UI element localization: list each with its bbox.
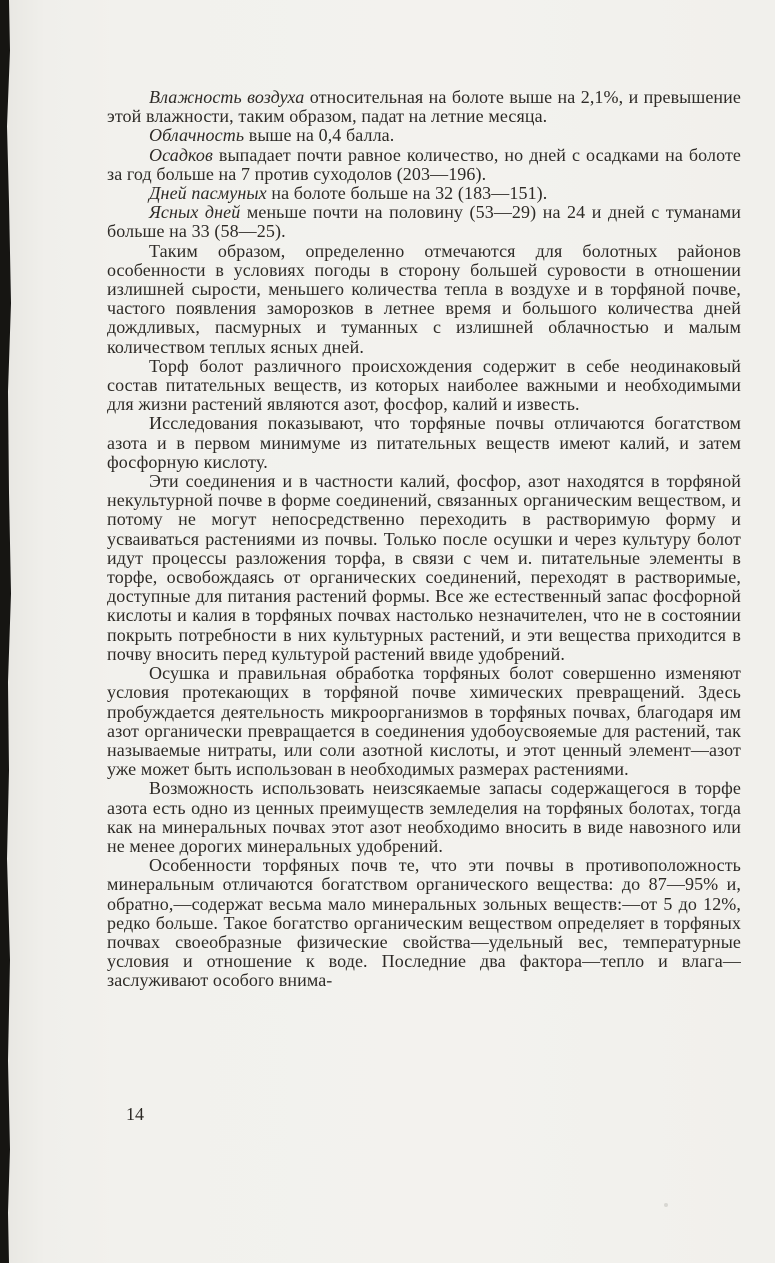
paragraph-text: меньше почти на половину (53—29) на 24 и дней с туманами больше на 33 (58—25). — [107, 202, 741, 242]
paragraph-lead: Облачность — [149, 125, 245, 146]
paragraph-text: выше на 0,4 балла. — [244, 125, 395, 146]
paragraph — [107, 184, 741, 203]
paragraph — [107, 146, 741, 184]
paragraph — [107, 126, 741, 145]
paragraph-text: Возможность использовать неизсякаемые запасы содержащегося в торфе азота есть одно из ценных преимуществ земледелия на торфяных болотах, тогда как на минеральных почвах этот азот необходимо вносить в виде навозного или не менее дорогих минеральных удобрений. — [107, 778, 741, 856]
paragraph-lead: Ясных дней — [149, 202, 241, 223]
scan-black-edge — [0, 0, 14, 1263]
scan-speck — [664, 1203, 668, 1207]
paragraph — [107, 664, 741, 779]
paragraph-lead: Осадков — [149, 144, 213, 165]
paragraph-text: Исследования показывают, что торфяные почвы отличаются богатством азота и в первом минимуме из питательных веществ имеют калий, и затем фосфорную кислоту. — [107, 413, 741, 472]
paragraph-text: Таким образом, определенно отмечаются для болотных районов особенности в условиях погоды в сторону большей суровости в отношении излишней сырости, меньшего количества тепла в воздухе и в торфяной почве, частого появления заморозков в летнее время и большого количества дней дождливых, пасмурных и туманных с излишней облачностью и малым количеством теплых ясных дней. — [107, 240, 741, 357]
paragraph — [107, 203, 741, 241]
paragraph-lead: Влажность воздуха — [149, 87, 305, 107]
paragraph-text: относительная на болоте выше на 2,1%, и превышение этой влажности, таким образом, падат на летние месяца. — [107, 87, 741, 127]
paragraph — [107, 856, 741, 990]
paragraph-text: Торф болот различного происхождения содержит в себе неодинаковый состав питательных веществ, из которых наиболее важными и необходимыми для жизни растений являются азот, фосфор, калий и известь. — [107, 355, 741, 415]
paragraph — [107, 414, 741, 472]
paragraph — [107, 779, 741, 856]
paragraph-text: Эти соединения и в частности калий, фосфор, азот находятся в торфяной некультурной почве в форме соединений, связанных органическим веществом, и потому не могут непосредственно переходить в растворимую форму и усваиваться растениями из почвы. Только после осушки и через культуру болот идут процессы разложения торфа, в связи с чем и. питательные элементы в торфе, освобождаясь от органических соединений, переходят в растворимые, доступные для питания растений формы. Все же естественный запас фосфорной кислоты и калия в торфяных почвах настолько незначителен, что не в состоянии покрыть потребности в них культурных растений, и эти вещества приходится в почву вносить перед культурой растений ввиде удобрений. — [107, 471, 741, 664]
paragraph-text: выпадает почти равное количество, но дней с осадками на болоте за год больше на 7 против суходолов (203—196). — [107, 144, 741, 184]
page-number: 14 — [126, 1104, 144, 1124]
paragraph — [107, 88, 741, 126]
paragraph — [107, 242, 741, 357]
page-text — [107, 88, 741, 991]
paragraph-text: Осушка и правильная обработка торфяных болот совершенно изменяют условия протекающих в торфяной почве химических превращений. Здесь пробуждается деятельность микроорганизмов в торфяных почвах, благодаря им азот органически превращается в соединения удобоусвояемые для растений, так называемые нитраты, или соли азотной кислоты, и этот ценный элемент—азот уже может быть использован в необходимых размерах растениями. — [107, 663, 741, 780]
paragraph — [107, 472, 741, 664]
paragraph-lead: Дней пасмуных — [149, 183, 267, 204]
paragraph — [107, 357, 741, 415]
paragraph-text: на болоте больше на 32 (183—151). — [266, 183, 548, 204]
paragraph-text: Особенности торфяных почв те, что эти почвы в противоположность минеральным отличаются богатством органического вещества: до 87—95% и, обратно,—содержат весьма мало минеральных зольных веществ:—от 5 до 12%, редко больше. Такое богатство органическим веществом определяет в торфяных почвах своеобразные физические свойства—удельный вес, температурные условия и отношение к воде. Последние два фактора—тепло и влага—заслуживают особого внима- — [107, 855, 741, 991]
